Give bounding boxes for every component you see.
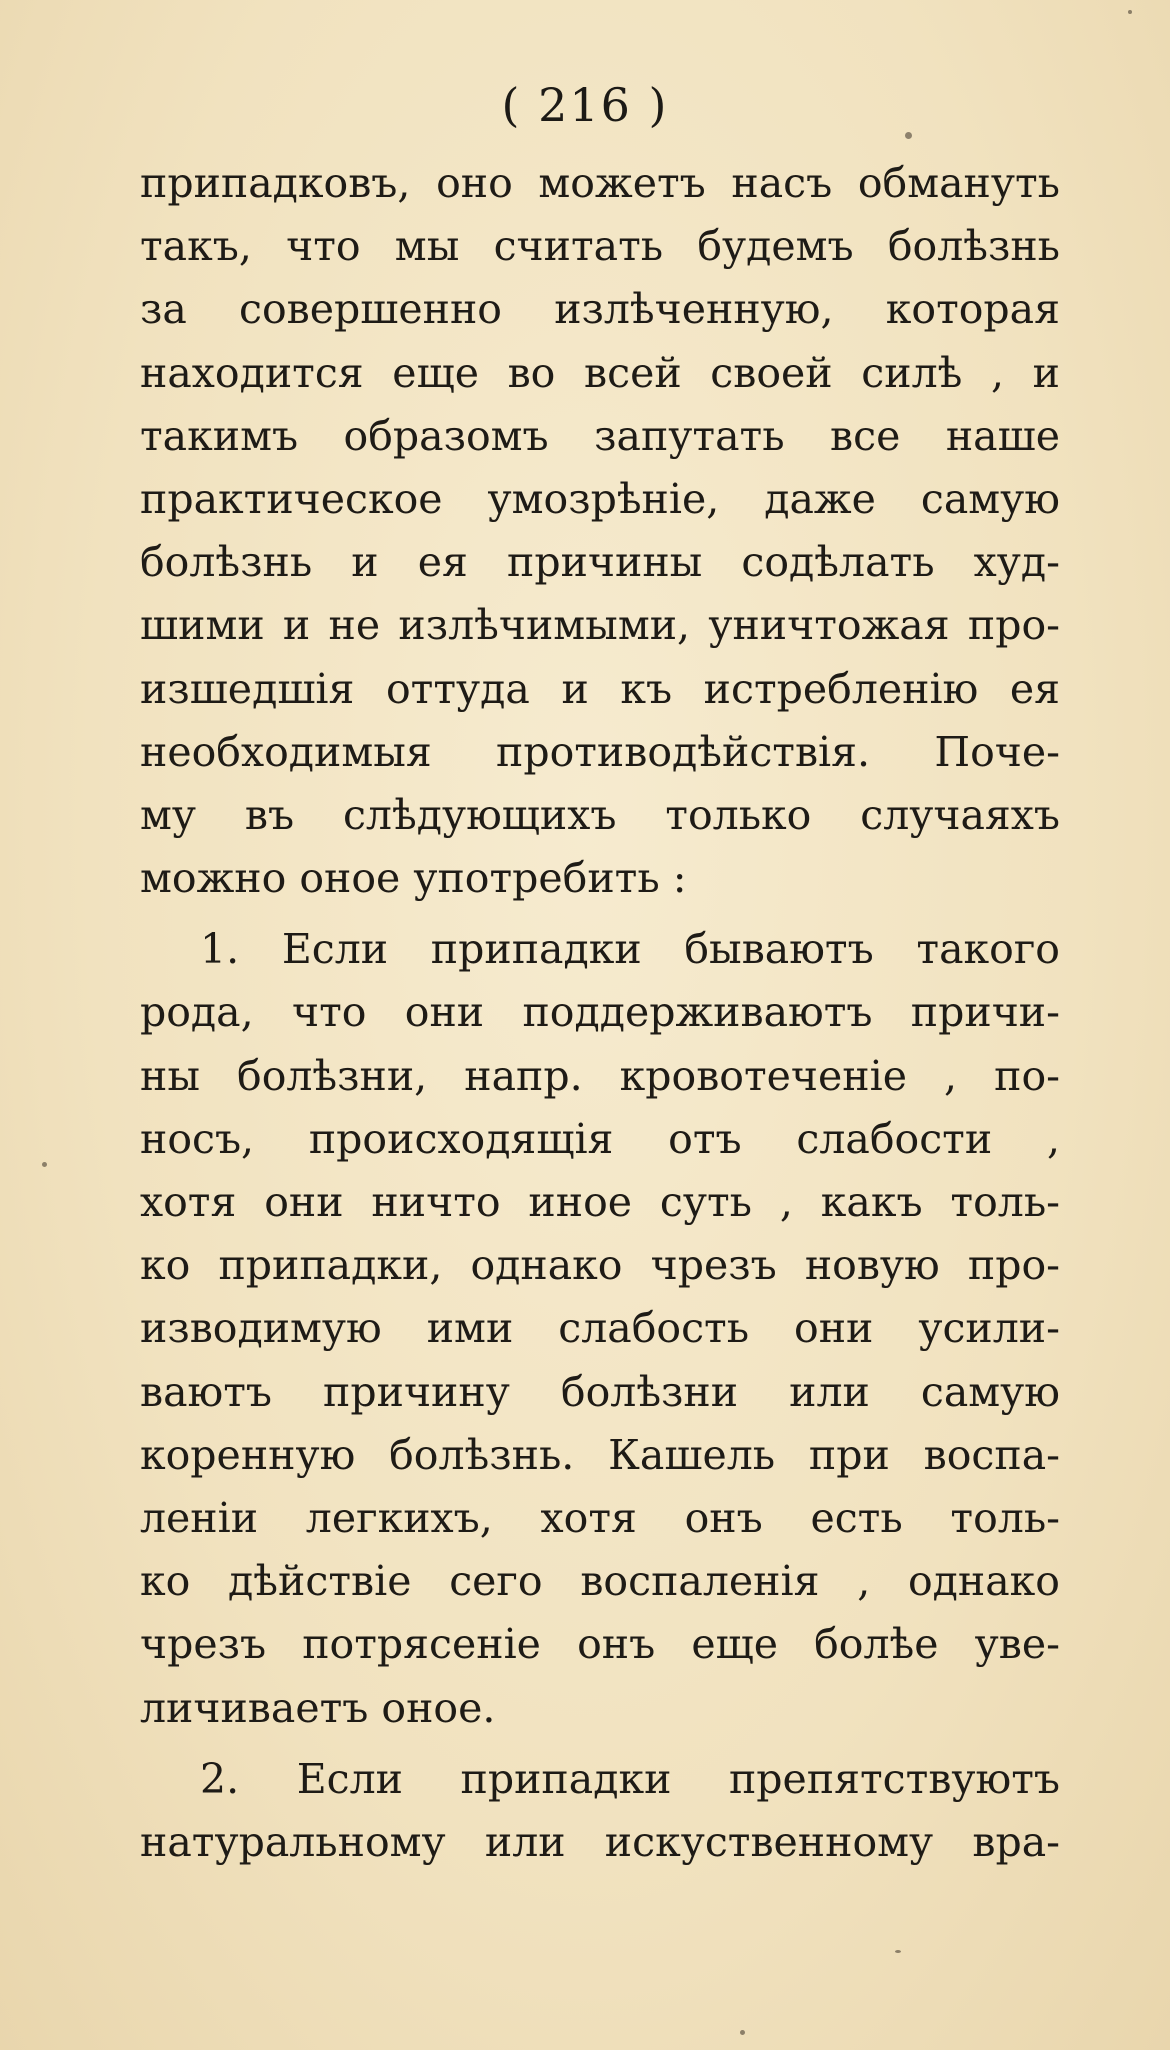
text-line: изшедшія оттуда и къ истребленію ея [140, 664, 1060, 713]
text-line: ко припадки, однако чрезъ новую про- [140, 1241, 1060, 1290]
text-line: болѣзнь и ея причины содѣлать худ- [140, 538, 1060, 587]
text-line: натуральному или искуственному вра- [140, 1817, 1060, 1866]
page-number: ( 216 ) [501, 78, 669, 132]
text-line: рода, что они поддерживаютъ причи- [140, 988, 1060, 1037]
text-line: ваютъ причину болѣзни или самую [140, 1367, 1060, 1416]
text-line: хотя они ничто иное суть , какъ толь- [140, 1178, 1060, 1226]
paper-speck [740, 2030, 745, 2035]
text-line: необходимыя противодѣйствія. Поче- [140, 727, 1060, 776]
text-line: 2. Если припадки препятствуютъ [200, 1754, 1060, 1803]
text-line: припадковъ, оно можетъ насъ обмануть [140, 159, 1060, 207]
text-line: практическое умозрѣніе, даже самую [140, 474, 1060, 523]
text-line: му въ слѣдующихъ только случаяхъ [140, 790, 1060, 839]
text-line: 1. Если припадки бываютъ такого [200, 925, 1060, 974]
paper-speck [895, 1950, 901, 1953]
text-line: за совершенно излѣченную, которая [140, 285, 1060, 334]
text-line: такъ, что мы считать будемъ болѣзнь [140, 222, 1060, 271]
text-line: можно оное употребить : [140, 854, 687, 903]
paper-speck [1128, 10, 1132, 14]
text-line: чрезъ потрясеніе онъ еще болѣе уве- [140, 1620, 1060, 1669]
paper-speck [42, 1162, 47, 1167]
text-line: коренную болѣзнь. Кашель при воспа- [140, 1430, 1060, 1479]
text-line: носъ, происходящія отъ слабости , [140, 1114, 1060, 1163]
text-line: ны болѣзни, напр. кровотеченіе , по- [140, 1051, 1060, 1100]
text-line: личиваетъ оное. [140, 1683, 496, 1732]
text-line: леніи легкихъ, хотя онъ есть толь- [140, 1493, 1060, 1542]
text-line: такимъ образомъ запутать все наше [140, 411, 1060, 460]
paper-speck [905, 132, 912, 139]
body-text [140, 152, 1060, 1874]
text-line: ко дѣйствіе сего воспаленія , однако [140, 1557, 1060, 1606]
text-line: изводимую ими слабость они усили- [140, 1304, 1060, 1353]
text-line: шими и не излѣчимыми, уничтожая про- [140, 601, 1060, 650]
text-line: находится еще во всей своей силѣ , и [140, 348, 1060, 397]
